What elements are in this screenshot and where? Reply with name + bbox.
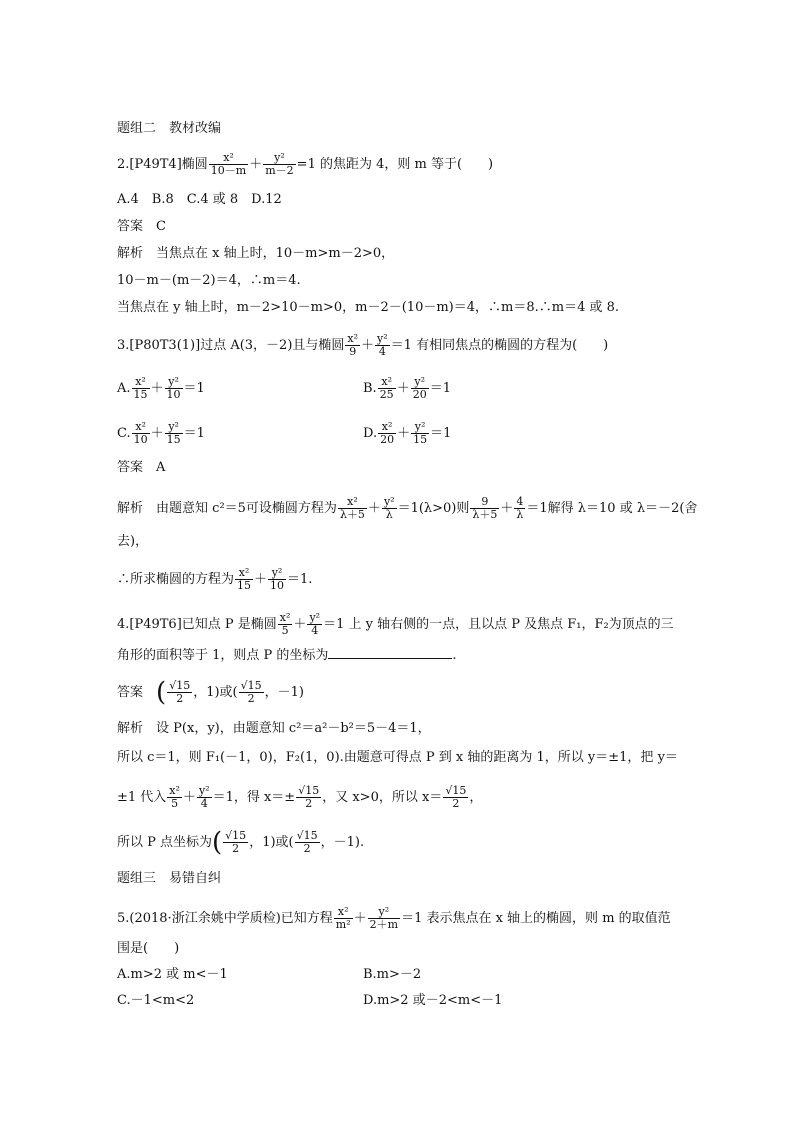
paren: (	[212, 827, 223, 858]
analysis-text: 当焦点在 x 轴上时，10－m>m－2>0，	[156, 246, 395, 261]
fraction	[295, 830, 320, 855]
fraction-den: λ	[382, 508, 397, 521]
q4-prefix: 4.[P49T6]已知点 P 是椭圆	[117, 617, 277, 632]
fraction-den: 5	[167, 797, 182, 810]
analysis-text: ，1)或(	[249, 835, 294, 850]
fraction-num: x²	[223, 151, 234, 164]
fraction-num: y²	[168, 375, 179, 388]
analysis-text: ＝1，得 x＝±	[212, 790, 296, 805]
fraction	[443, 785, 468, 810]
answer-value: C	[156, 219, 166, 234]
analysis-text: ＝1.	[287, 572, 313, 587]
fraction	[167, 680, 192, 705]
fraction-num: 4	[516, 495, 524, 508]
q5-prefix: 5.(2018·浙江余姚中学质检)已知方程	[117, 911, 333, 926]
fraction-num: y²	[274, 151, 285, 164]
q2-suffix: =1 的焦距为 4，则 m 等于( )	[296, 157, 494, 172]
q3-analysis-1: 解析 由题意知 c²＝5可设椭圆方程为 $\frac{\text{x²}}{\lambda+5}$ ＋ $\frac{\text{y²}}{\lambda}$ ＝1(λ>0)则 $\frac{9}{\lambda+5}$ ＋ $\frac{4}{\lambda}$ ＝1解得 λ＝10 或 λ＝－2(舍	[117, 495, 698, 521]
answer-text: ，－1)	[264, 685, 304, 700]
fraction-den: 2	[223, 842, 248, 855]
q4-analysis-1	[117, 720, 431, 738]
fraction-den: 10	[133, 433, 148, 446]
fraction-num: x²	[238, 566, 250, 579]
fraction-num: x²	[279, 611, 291, 624]
q3-suffix: ＝1 有相同焦点的椭圆的方程为( )	[390, 338, 609, 353]
fraction-den: 25	[379, 388, 394, 401]
q3-option-b: B. $\frac{\text{x²}}{25}$ ＋ $\frac{\text{y²}}{20}$ ＝1	[363, 375, 451, 401]
fraction-den: 2＋m	[369, 918, 399, 931]
answer-text: ，1)或(	[193, 685, 238, 700]
fraction-den: 2	[167, 692, 192, 705]
fraction-num: y²	[377, 332, 388, 345]
fraction	[268, 567, 286, 592]
fraction-den: 10	[270, 579, 285, 592]
fraction	[345, 333, 360, 358]
answer-label: 答案	[117, 219, 144, 234]
fraction-num: y²	[309, 611, 321, 624]
fraction	[411, 421, 429, 446]
answer-label: 答案	[117, 460, 144, 475]
answer-blank[interactable]	[328, 646, 452, 659]
fraction-num: x²	[347, 495, 358, 508]
analysis-text: ＝1解得 λ＝10 或 λ＝－2(舍	[526, 501, 698, 516]
fraction-den: 20	[412, 388, 427, 401]
fraction	[368, 906, 400, 931]
option-letter: B.	[363, 381, 377, 396]
q5-option-b: B.m>－2	[363, 967, 422, 982]
fraction-den: 4	[307, 624, 322, 637]
fraction	[514, 496, 525, 521]
fraction	[197, 785, 212, 810]
fraction-den: 10	[166, 388, 181, 401]
option-eq: ＝1	[183, 381, 205, 396]
q2-analysis-1	[117, 245, 394, 263]
analysis-text: 由题意知 c²＝5可设椭圆方程为	[156, 501, 337, 516]
fraction-num: 9	[481, 495, 489, 508]
fraction	[378, 376, 396, 401]
fraction	[223, 830, 248, 855]
fraction-den: 15	[166, 433, 181, 446]
answer-label: 答案	[117, 685, 144, 700]
q5-option-a: A.m>2 或 m<－1	[117, 967, 228, 982]
fraction	[132, 376, 150, 401]
fraction-den: 2	[443, 797, 468, 810]
fraction-num: √15	[445, 784, 467, 797]
q3-answer	[117, 459, 165, 477]
fraction	[278, 612, 293, 637]
fraction-num: √15	[240, 679, 262, 692]
q3-analysis-2: 去)，	[117, 534, 149, 549]
q5-stem-2: 围是( )	[117, 941, 180, 956]
fraction	[382, 496, 397, 521]
analysis-text: ∴所求椭圆的方程为	[117, 572, 235, 587]
analysis-text: ，又 x>0，所以 x＝	[322, 790, 443, 805]
fraction-num: y²	[198, 784, 210, 797]
fraction-num: y²	[168, 420, 179, 433]
option-eq: ＝1	[430, 426, 452, 441]
fraction	[470, 496, 499, 521]
fraction	[307, 612, 322, 637]
fraction-num: y²	[414, 420, 426, 433]
q4-stem-text: 角形的面积等于 1，则点 P 的坐标为	[117, 648, 329, 663]
q5-suffix: ＝1 表示焦点在 x 轴上的椭圆，则 m 的取值范	[401, 911, 671, 926]
analysis-text: ，	[469, 790, 483, 805]
q3-option-a: A. $\frac{\text{x²}}{15}$ ＋ $\frac{\text{y²}}{10}$ ＝1	[117, 375, 205, 401]
fraction-den: 2	[295, 842, 320, 855]
fraction-num: x²	[381, 375, 392, 388]
fraction-den: m－2	[265, 164, 294, 177]
fraction-num: x²	[169, 784, 180, 797]
fraction-den: m²	[335, 918, 351, 931]
q4-analysis-2: 所以 c＝1，则 F₁(－1，0)，F₂(1，0).由题意可得点 P 到 x 轴的距离为 1，所以 y＝±1，把 y＝	[117, 750, 678, 765]
q3-option-c: C. $\frac{\text{x²}}{10}$ ＋ $\frac{\text{y²}}{15}$ ＝1	[117, 420, 205, 446]
q5-option-d: D.m>2 或－2<m<－1	[363, 993, 503, 1008]
q2-answer	[117, 218, 166, 236]
q3-option-d: D. $\frac{\text{x²}}{20}$ ＋ $\frac{\text{y²}}{15}$ ＝1	[363, 420, 452, 446]
q3-analysis-3: ∴所求椭圆的方程为 $\frac{\text{x²}}{15}$ ＋ $\frac{\text{y²}}{10}$ ＝1.	[117, 566, 313, 592]
fraction	[235, 567, 253, 592]
option-letter: D.	[363, 426, 378, 441]
analysis-text: ±1 代入	[117, 790, 167, 805]
q2-options: A.4 B.8 C.4 或 8 D.12	[117, 192, 282, 207]
fraction-den: 4	[375, 345, 390, 358]
q4-stem-2	[117, 646, 457, 665]
fraction	[338, 496, 367, 521]
fraction	[296, 785, 321, 810]
analysis-text: ，－1).	[320, 835, 365, 850]
q4-analysis-3: ±1 代入 $\frac{\text{x²}}{5}$ ＋ $\frac{\text{y²}}{4}$ ＝1，得 x＝± $\frac{√15}{2}$ ，又 x>0，所以 x＝ $\frac{√15}{2}$ ，	[117, 784, 483, 810]
fraction-den: 9	[345, 345, 360, 358]
question-2-stem: 2.[P49T4]椭圆 $\frac{\text{x²}}{10-m}$ ＋ $\frac{\text{y²}}{m-2}$ =1 的焦距为 4，则 m 等于( )	[117, 151, 494, 177]
question-3-stem: 3.[P80T3(1)]过点 A(3，－2)且与椭圆 $\frac{\text{x²}}{9}$ ＋ $\frac{\text{y²}}{4}$ ＝1 有相同焦点的椭圆的方程为( )	[117, 332, 609, 358]
fraction-den: 15	[237, 579, 252, 592]
group-title: 题组三 易错自纠	[117, 871, 222, 886]
fraction-num: √15	[169, 679, 191, 692]
q3-prefix: 3.[P80T3(1)]过点 A(3，－2)且与椭圆	[117, 338, 345, 353]
fraction	[378, 421, 396, 446]
q2-prefix: 2.[P49T4]椭圆	[117, 157, 208, 172]
fraction-num: x²	[381, 420, 393, 433]
fraction-den: 4	[197, 797, 212, 810]
option-eq: ＝1	[429, 381, 451, 396]
q5-option-c: C.－1<m<2	[117, 993, 195, 1008]
fraction	[167, 785, 182, 810]
question-4-stem: 4.[P49T6]已知点 P 是椭圆 $\frac{\text{x²}}{5}$ ＋ $\frac{\text{y²}}{4}$ ＝1 上 y 轴右侧的一点，且以点 P 及焦点 F₁，F₂为顶点的三	[117, 611, 674, 637]
q4-answer	[117, 677, 304, 708]
q2-analysis-2: 10－m－(m－2)＝4，∴m＝4.	[117, 273, 301, 288]
fraction-num: y²	[378, 905, 390, 918]
fraction-den: λ＋5	[472, 508, 498, 521]
fraction	[209, 152, 248, 177]
fraction-num: √15	[296, 829, 318, 842]
fraction	[334, 906, 353, 931]
fraction-den: 2	[239, 692, 264, 705]
option-letter: A.	[117, 381, 131, 396]
analysis-text: ＝1(λ>0)则	[397, 501, 470, 516]
fraction-num: x²	[135, 420, 146, 433]
analysis-text: 设 P(x，y)，由题意知 c²＝a²－b²＝5－4＝1，	[156, 721, 431, 736]
fraction-den: 20	[380, 433, 395, 446]
analysis-label: 解析	[117, 246, 144, 261]
q2-analysis-3: 当焦点在 y 轴上时，m－2>10－m>0，m－2－(10－m)＝4，∴m＝8.∴m＝4 或 8.	[117, 300, 620, 315]
paren: (	[156, 677, 167, 708]
q4-stem-end: .	[452, 648, 457, 663]
option-eq: ＝1	[183, 426, 205, 441]
q4-suffix: ＝1 上 y 轴右侧的一点，且以点 P 及焦点 F₁，F₂为顶点的三	[323, 617, 674, 632]
fraction-num: x²	[347, 332, 359, 345]
fraction-den: 10－m	[210, 164, 247, 177]
fraction-num: y²	[383, 495, 395, 508]
fraction-num: √15	[298, 784, 320, 797]
fraction	[132, 421, 150, 446]
fraction-den: 5	[278, 624, 293, 637]
analysis-label: 解析	[117, 721, 144, 736]
fraction	[239, 680, 264, 705]
fraction	[165, 421, 183, 446]
question-5-stem: 5.(2018·浙江余姚中学质检)已知方程 $\frac{\text{x²}}{\text{m²}}$ ＋ $\frac{\text{y²}}{2+m}$ ＝1 表示焦点在 x 轴上的椭圆，则 m 的取值范	[117, 905, 671, 931]
fraction-den: λ	[514, 508, 525, 521]
fraction-num: x²	[135, 375, 146, 388]
fraction	[263, 152, 295, 177]
fraction-num: y²	[414, 375, 426, 388]
fraction-den: 15	[413, 433, 428, 446]
q4-analysis-4	[117, 827, 365, 858]
fraction-num: √15	[225, 829, 247, 842]
fraction	[411, 376, 429, 401]
fraction	[165, 376, 183, 401]
analysis-text: 所以 P 点坐标为	[117, 835, 213, 850]
analysis-label: 解析	[117, 501, 144, 516]
fraction	[375, 333, 390, 358]
fraction-den: 15	[133, 388, 148, 401]
fraction-num: y²	[271, 566, 283, 579]
option-letter: C.	[117, 426, 131, 441]
answer-value: A	[156, 460, 166, 475]
fraction-den: λ＋5	[339, 508, 365, 521]
group-title: 题组二 教材改编	[117, 121, 222, 136]
fraction-num: x²	[337, 905, 349, 918]
fraction-den: 2	[296, 797, 321, 810]
